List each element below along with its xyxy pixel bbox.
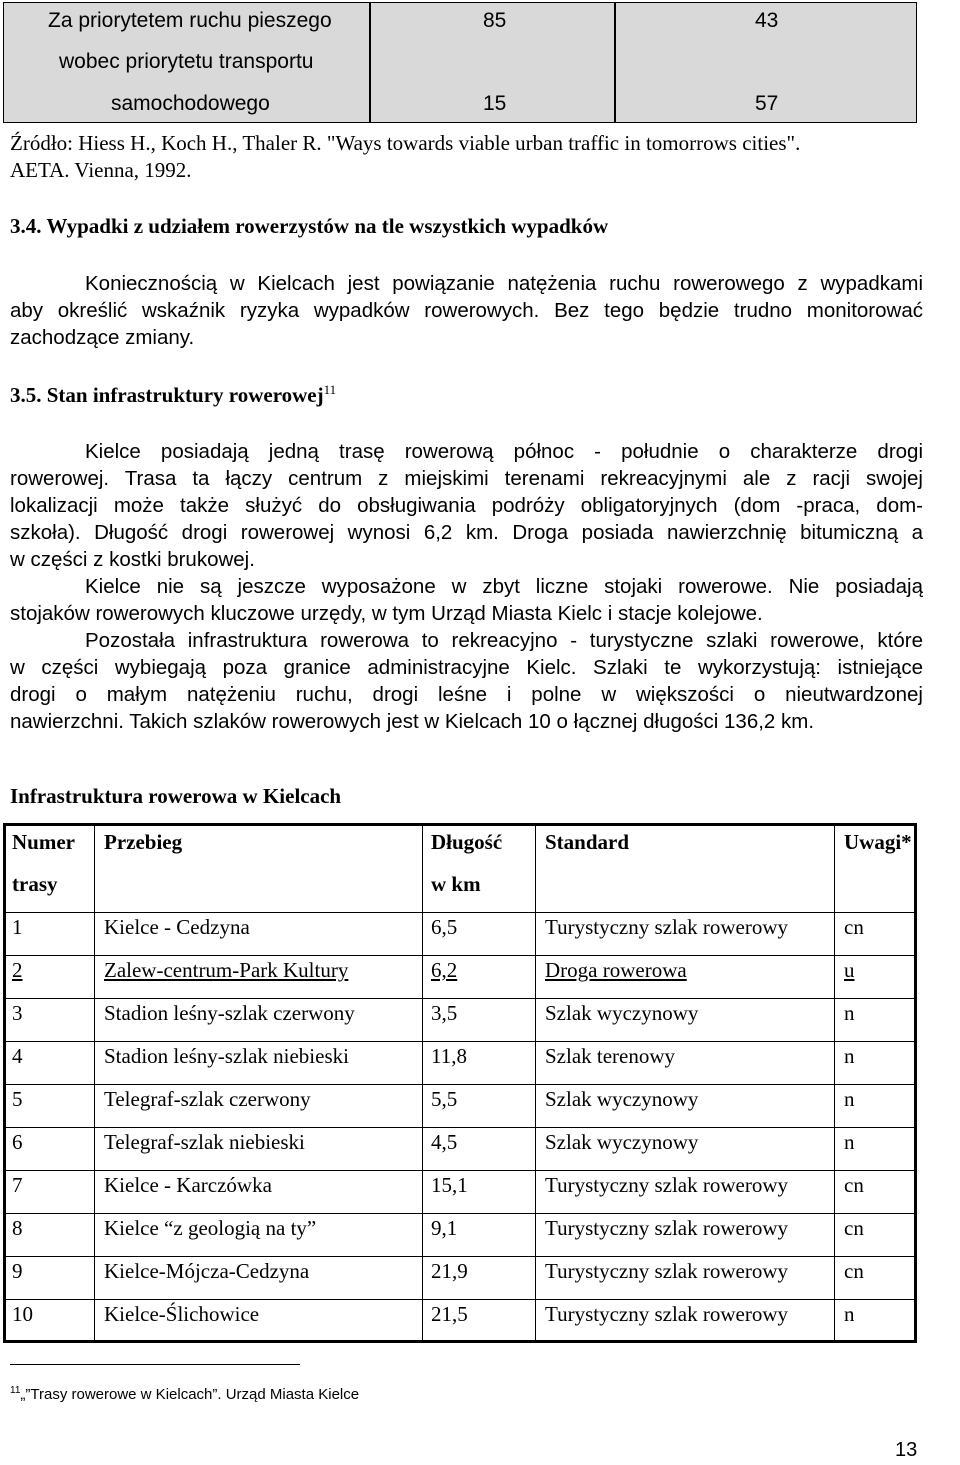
cell-przebieg: Telegraf-szlak czerwony xyxy=(104,1087,311,1111)
row-divider xyxy=(6,998,914,999)
source-line: Źródło: Hiess H., Koch H., Thaler R. "Ways towards viable urban traffic in tomorrows cities". xyxy=(10,131,801,155)
table-title: Infrastruktura rowerowa w Kielcach xyxy=(10,784,342,808)
cell-przebieg: Kielce - Cedzyna xyxy=(104,915,250,939)
column-divider xyxy=(422,826,423,1340)
cell-przebieg: Stadion leśny-szlak niebieski xyxy=(104,1044,349,1068)
source-citation xyxy=(10,130,923,184)
paragraph-line: Koniecznością w Kielcach jest powiązanie natężenia ruchu rowerowego z wypadkami xyxy=(85,272,923,295)
cell-standard: Szlak wyczynowy xyxy=(545,1087,699,1111)
cell-przebieg: Kielce-Mójcza-Cedzyna xyxy=(104,1259,310,1283)
paragraph-line: w części wybiegają poza granice administracyjne Kielc. Szlaki te wykorzystują: istniejące xyxy=(10,656,923,679)
cell-nr: 6 xyxy=(12,1130,23,1154)
cell-przebieg: Stadion leśny-szlak czerwony xyxy=(104,1001,355,1025)
value-cell: 85 xyxy=(483,9,507,32)
column-divider xyxy=(535,826,536,1340)
footnote xyxy=(10,1385,359,1403)
cell-standard: Turystyczny szlak rowerowy xyxy=(545,1259,789,1283)
cell-przebieg: Kielce “z geologią na ty” xyxy=(104,1216,317,1240)
paragraph-line: Pozostała infrastruktura rowerowa to rekreacyjno - turystyczne szlaki rowerowe, które xyxy=(85,629,923,652)
paragraph-line: zachodzące zmiany. xyxy=(10,326,195,349)
value-cell: 43 xyxy=(755,9,779,32)
cell-standard: Turystyczny szlak rowerowy xyxy=(545,1302,789,1326)
cell-nr: 1 xyxy=(12,915,23,939)
cell-nr: 10 xyxy=(12,1302,33,1326)
cell-nr: 4 xyxy=(12,1044,23,1068)
cell-standard: Turystyczny szlak rowerowy xyxy=(545,1173,789,1197)
cell-uwagi: cn xyxy=(844,1173,864,1197)
cell-dlugosc: 6,5 xyxy=(431,915,458,939)
route-table xyxy=(3,823,917,1343)
column-divider xyxy=(94,826,95,1340)
paragraph-line: lokalizacji może także służyć do obsługiwania podróży obligatoryjnych (dom -praca, dom- xyxy=(10,494,923,517)
paragraph-line: w części z kostki brukowej. xyxy=(10,548,255,571)
column-divider xyxy=(834,826,835,1340)
cell-dlugosc: 11,8 xyxy=(431,1044,467,1068)
priority-label-line: samochodowego xyxy=(111,92,270,115)
cell-standard: Turystyczny szlak rowerowy xyxy=(545,915,789,939)
cell-uwagi: u xyxy=(844,958,855,982)
priority-label-line: Za priorytetem ruchu pieszego xyxy=(48,9,332,32)
cell-nr: 8 xyxy=(12,1216,23,1240)
cell-uwagi: cn xyxy=(844,1259,864,1283)
cell-uwagi: cn xyxy=(844,1216,864,1240)
paragraph-line: Kielce posiadają jedną trasę rowerową północ - południe o charakterze drogi xyxy=(85,440,923,463)
cell-przebieg: Zalew-centrum-Park Kultury xyxy=(104,958,349,982)
footnote-divider xyxy=(10,1364,300,1365)
row-divider xyxy=(6,1256,914,1257)
cell-dlugosc: 4,5 xyxy=(431,1130,458,1154)
paragraph-line: aby określić wskaźnik ryzyka wypadków rowerowych. Bez tego będzie trudno monitorować xyxy=(10,299,923,322)
section-3-5-paragraph xyxy=(10,438,923,735)
cell-przebieg: Kielce-Ślichowice xyxy=(104,1302,260,1326)
section-heading-3-5 xyxy=(10,382,336,408)
row-divider xyxy=(6,955,914,956)
row-divider xyxy=(6,1299,914,1300)
cell-uwagi: n xyxy=(844,1130,855,1154)
column-divider xyxy=(614,3,616,122)
header-standard: Standard xyxy=(545,830,630,854)
cell-nr: 7 xyxy=(12,1173,23,1197)
cell-przebieg: Telegraf-szlak niebieski xyxy=(104,1130,305,1154)
cell-dlugosc: 9,1 xyxy=(431,1216,458,1240)
cell-nr: 2 xyxy=(12,958,23,982)
source-line: AETA. Vienna, 1992. xyxy=(10,158,192,182)
cell-standard: Turystyczny szlak rowerowy xyxy=(545,1216,789,1240)
cell-uwagi: cn xyxy=(844,915,864,939)
row-divider xyxy=(6,1127,914,1128)
cell-uwagi: n xyxy=(844,1087,855,1111)
cell-uwagi: n xyxy=(844,1044,855,1068)
row-divider xyxy=(6,912,914,913)
cell-standard: Szlak wyczynowy xyxy=(545,1001,699,1025)
section-heading-text: 3.5. Stan infrastruktury rowerowej xyxy=(10,383,324,407)
cell-dlugosc: 6,2 xyxy=(431,958,458,982)
cell-nr: 3 xyxy=(12,1001,23,1025)
paragraph-line: rowerowej. Trasa ta łączy centrum z miejskimi terenami rekreacyjnymi ale z racji swojej xyxy=(10,467,923,490)
priority-label-line: wobec priorytetu transportu xyxy=(59,50,314,73)
cell-standard: Szlak wyczynowy xyxy=(545,1130,699,1154)
cell-dlugosc: 5,5 xyxy=(431,1087,458,1111)
paragraph-line: nawierzchni. Takich szlaków rowerowych jest w Kielcach 10 o łącznej długości 136,2 km. xyxy=(10,710,815,733)
header-numer-2: trasy xyxy=(12,872,58,896)
row-divider xyxy=(6,1041,914,1042)
row-divider xyxy=(6,1170,914,1171)
section-3-4-paragraph xyxy=(10,270,923,351)
cell-dlugosc: 21,5 xyxy=(431,1302,468,1326)
cell-dlugosc: 3,5 xyxy=(431,1001,458,1025)
section-heading-3-4: 3.4. Wypadki z udziałem rowerzystów na tle wszystkich wypadków xyxy=(10,214,609,238)
footnote-text: „”Trasy rowerowe w Kielcach”. Urząd Miasta Kielce xyxy=(20,1386,360,1403)
cell-standard: Droga rowerowa xyxy=(545,958,687,982)
cell-uwagi: n xyxy=(844,1001,855,1025)
cell-uwagi: n xyxy=(844,1302,855,1326)
cell-nr: 9 xyxy=(12,1259,23,1283)
priority-table xyxy=(3,2,917,123)
cell-dlugosc: 21,9 xyxy=(431,1259,468,1283)
footnote-marker: 11 xyxy=(10,1385,21,1396)
footnote-reference: 11 xyxy=(323,382,337,397)
cell-nr: 5 xyxy=(12,1087,23,1111)
cell-przebieg: Kielce - Karczówka xyxy=(104,1173,272,1197)
header-przebieg: Przebieg xyxy=(104,830,183,854)
value-cell: 15 xyxy=(483,92,507,115)
row-divider xyxy=(6,1213,914,1214)
paragraph-line: Kielce nie są jeszcze wyposażone w zbyt liczne stojaki rowerowe. Nie posiadają xyxy=(85,575,923,598)
header-dlugosc: Długość xyxy=(431,830,503,854)
value-cell: 57 xyxy=(755,92,779,115)
header-dlugosc-2: w km xyxy=(431,872,481,896)
page-number: 13 xyxy=(895,1439,918,1461)
header-uwagi: Uwagi* xyxy=(844,830,912,854)
header-numer: Numer xyxy=(12,830,75,854)
paragraph-line: stojaków rowerowych kluczowe urzędy, w tym Urząd Miasta Kielc i stacje kolejowe. xyxy=(10,602,763,625)
cell-dlugosc: 15,1 xyxy=(431,1173,468,1197)
paragraph-line: drogi o małym natężeniu ruchu, drogi leśne i polne w większości o nieutwardzonej xyxy=(10,683,923,706)
column-divider xyxy=(369,3,371,122)
row-divider xyxy=(6,1084,914,1085)
paragraph-line: szkoła). Długość drogi rowerowej wynosi 6,2 km. Droga posiada nawierzchnię bitumiczną a xyxy=(10,521,923,544)
cell-standard: Szlak terenowy xyxy=(545,1044,676,1068)
